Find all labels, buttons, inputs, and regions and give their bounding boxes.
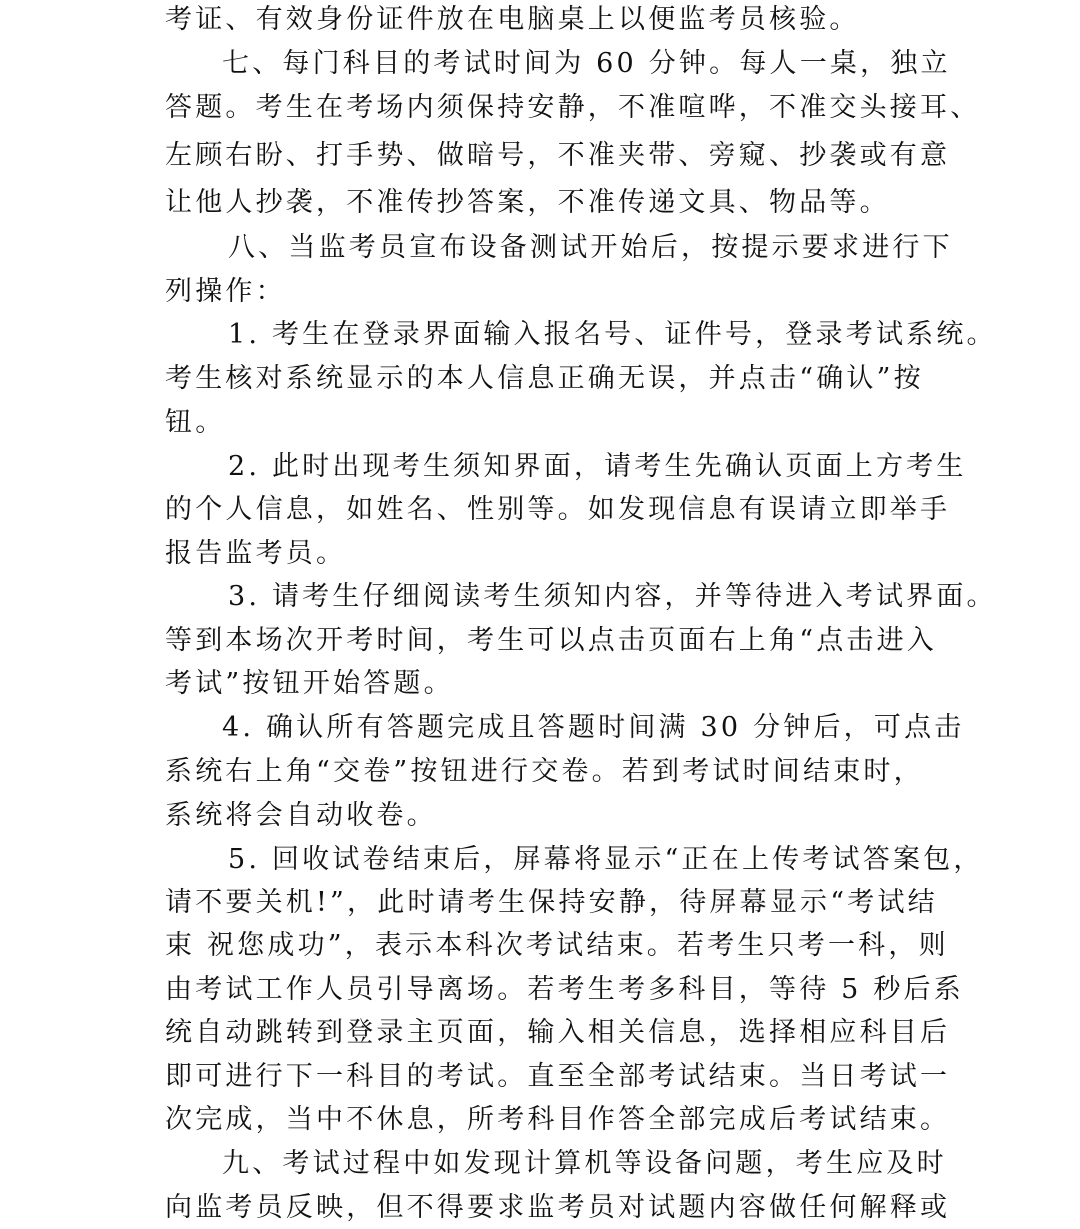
text-line: 的个人信息，如姓名、性别等。如发现信息有误请立即举手 [165,494,951,525]
text-line: 考生核对系统显示的本人信息正确无误，并点击“确认”按 [165,363,924,394]
text-line: 左顾右盼、打手势、做暗号，不准夹带、旁窥、抄袭或有意 [165,140,951,171]
text-line: 2. 此时出现考生须知界面，请考生先确认页面上方考生 [228,451,967,482]
text-line: 考试”按钮开始答题。 [165,668,454,699]
text-line: 1. 考生在登录界面输入报名号、证件号，登录考试系统。 [228,319,997,350]
text-line: 4. 确认所有答题完成且答题时间满 30 分钟后，可点击 [222,712,965,743]
text-line: 让他人抄袭，不准传抄答案，不准传递文具、物品等。 [165,187,890,218]
text-line: 由考试工作人员引导离场。若考生考多科目，等待 5 秒后系 [165,974,964,1005]
text-line: 八、当监考员宣布设备测试开始后，按提示要求进行下 [228,232,953,263]
text-line: 请不要关机!”，此时请考生保持安静，待屏幕显示“考试结 [165,887,938,918]
text-line: 3. 请考生仔细阅读考生须知内容，并等待进入考试界面。 [228,581,997,612]
text-line: 统自动跳转到登录主页面，输入相关信息，选择相应科目后 [165,1017,951,1048]
text-line: 等到本场次开考时间，考生可以点击页面右上角“点击进入 [165,625,938,656]
text-line: 报告监考员。 [165,538,347,569]
text-line: 次完成，当中不休息，所考科目作答全部完成后考试结束。 [165,1104,951,1135]
text-line: 列操作： [165,276,286,307]
text-line: 答题。考生在考场内须保持安静，不准喧哗，不准交头接耳、 [165,92,981,123]
text-line: 5. 回收试卷结束后，屏幕将显示“正在上传考试答案包， [228,844,984,875]
text-line: 九、考试过程中如发现计算机等设备问题，考生应及时 [222,1148,947,1179]
text-line: 系统右上角“交卷”按钮进行交卷。若到考试时间结束时， [165,756,924,787]
text-line: 考证、有效身份证件放在电脑桌上以便监考员核验。 [165,4,860,35]
text-line: 钮。 [165,407,226,438]
text-line: 七、每门科目的考试时间为 60 分钟。每人一桌，独立 [222,48,951,79]
text-line: 系统将会自动收卷。 [165,800,437,831]
text-line: 向监考员反映，但不得要求监考员对试题内容做任何解释或 [165,1192,951,1223]
text-line: 束 祝您成功”，表示本科次考试结束。若考生只考一科，则 [165,930,949,961]
text-line: 即可进行下一科目的考试。直至全部考试结束。当日考试一 [165,1061,951,1092]
